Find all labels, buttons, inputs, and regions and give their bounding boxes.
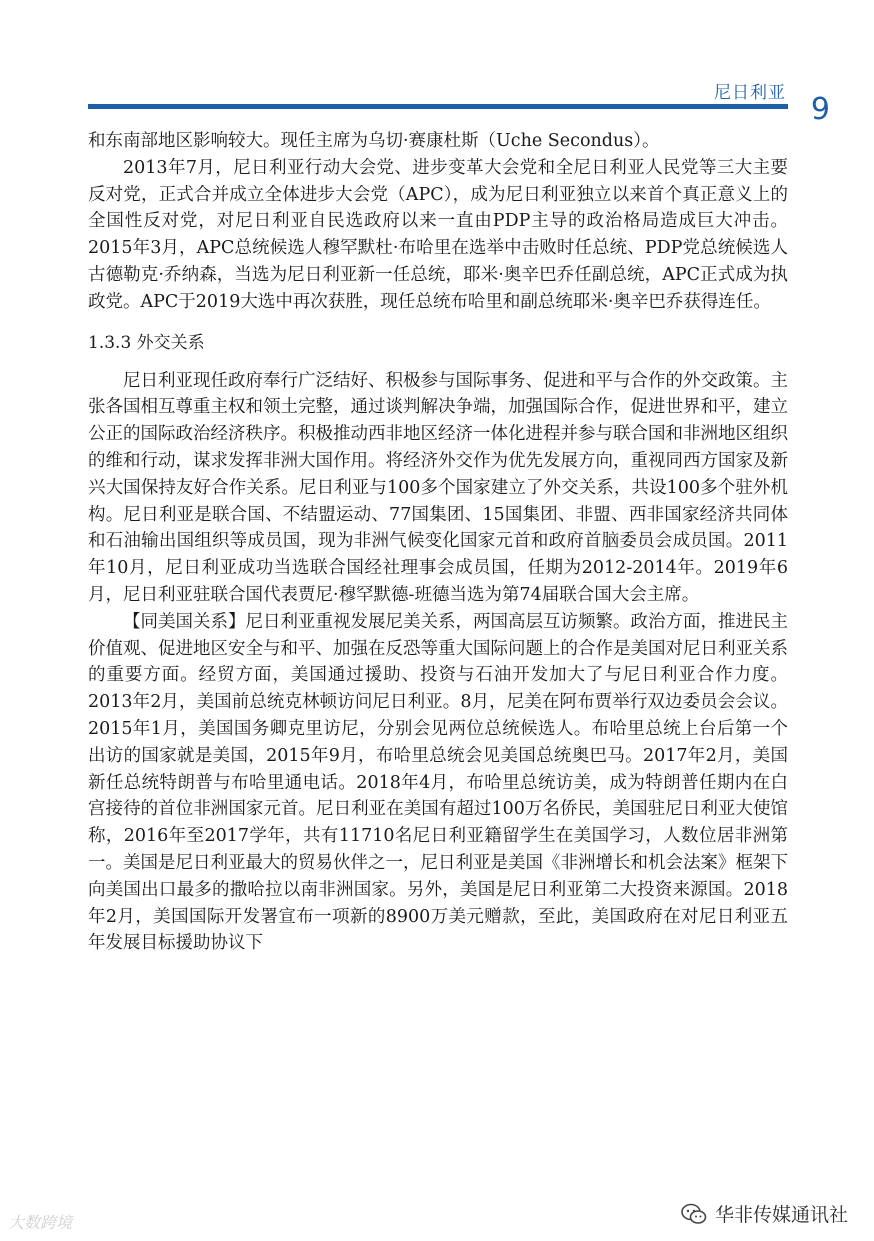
watermark-right bbox=[681, 1200, 848, 1227]
section-heading: 1.3.3 外交关系 bbox=[88, 332, 205, 353]
running-header-title: 尼日利亚 bbox=[714, 83, 786, 103]
paragraph-us-relations: 【同美国关系】尼日利亚重视发展尼美关系，两国高层互访频繁。政治方面，推进民主价值观、促进地区安全与和平、加强在反恐等重大国际问题上的合作是美国对尼日利亚关系的重要方面。经贸方面，美国通过援助、投资与石油开发加大了与尼日利亚合作力度。2013年2月，美国前总统克林顿访问尼日利亚。8月，尼美在阿布贾举行双边委员会会议。2015年1月，美国国务卿克里访尼，分别会见两位总统候选人。布哈里总统上台后第一个出访的国家就是美国，2015年9月，布哈里总统会见美国总统奥巴马。2017年2月，美国新任总统特朗普与布哈里通电话。2018年4月，布哈里总统访美，成为特朗普任期内在白宫接待的首位非洲国家元首。尼日利亚在美国有超过100万名侨民，美国驻尼日利亚大使馆称，2016年至2017学年，共有11710名尼日利亚籍留学生在美国学习，人数位居非洲第一。美国是尼日利亚最大的贸易伙伴之一，尼日利亚是美国《非洲增长和机会法案》框架下向美国出口最多的撒哈拉以南非洲国家。另外，美国是尼日利亚第二大投资来源国。2018年2月，美国国际开发署宣布一项新的8900万美元赠款，至此，美国政府在对尼日利亚五年发展目标援助协议下 bbox=[88, 611, 788, 954]
wechat-icon bbox=[681, 1203, 707, 1225]
paragraph-continued: 和东南部地区影响较大。现任主席为乌切·赛康杜斯（Uche Secondus）。 bbox=[88, 131, 660, 151]
paragraph-apc: 2013年7月，尼日利亚行动大会党、进步变革大会党和全尼日利亚人民党等三大主要反对党，正式合并成立全体进步大会党（APC），成为尼日利亚独立以来首个真正意义上的全国性反对党，对尼日利亚自民选政府以来一直由PDP主导的政治格局造成巨大冲击。2015年3月，APC总统候选人穆罕默杜·布哈里在选举中击败时任总统、PDP党总统候选人古德勒克·乔纳森，当选为尼日利亚新一任总统，耶米·奥辛巴乔任副总统，APC正式成为执政党。APC于2019大选中再次获胜，现任总统布哈里和副总统耶米·奥辛巴乔获得连任。 bbox=[88, 157, 788, 312]
watermark-left-text: 大数跨境 bbox=[8, 1213, 73, 1232]
watermark-right-text: 华非传媒通讯社 bbox=[714, 1204, 848, 1226]
body-text bbox=[88, 128, 788, 957]
page-number: 9 bbox=[810, 92, 830, 127]
watermark-left bbox=[8, 1210, 72, 1233]
header-rule bbox=[88, 104, 788, 109]
paragraph-foreign-policy: 尼日利亚现任政府奉行广泛结好、积极参与国际事务、促进和平与合作的外交政策。主张各国相互尊重主权和领土完整，通过谈判解决争端，加强国际合作，促进世界和平，建立公正的国际政治经济秩序。积极推动西非地区经济一体化进程并参与联合国和非洲地区组织的维和行动，谋求发挥非洲大国作用。将经济外交作为优先发展方向，重视同西方国家及新兴大国保持友好合作关系。尼日利亚与100多个国家建立了外交关系，共设100多个驻外机构。尼日利亚是联合国、不结盟运动、77国集团、15国集团、非盟、西非国家经济共同体和石油输出国组织等成员国，现为非洲气候变化国家元首和政府首脑委员会成员国。2011年10月，尼日利亚成功当选联合国经社理事会成员国，任期为2012-2014年。2019年6月，尼日利亚驻联合国代表贾尼·穆罕默德-班德当选为第74届联合国大会主席。 bbox=[88, 370, 788, 605]
